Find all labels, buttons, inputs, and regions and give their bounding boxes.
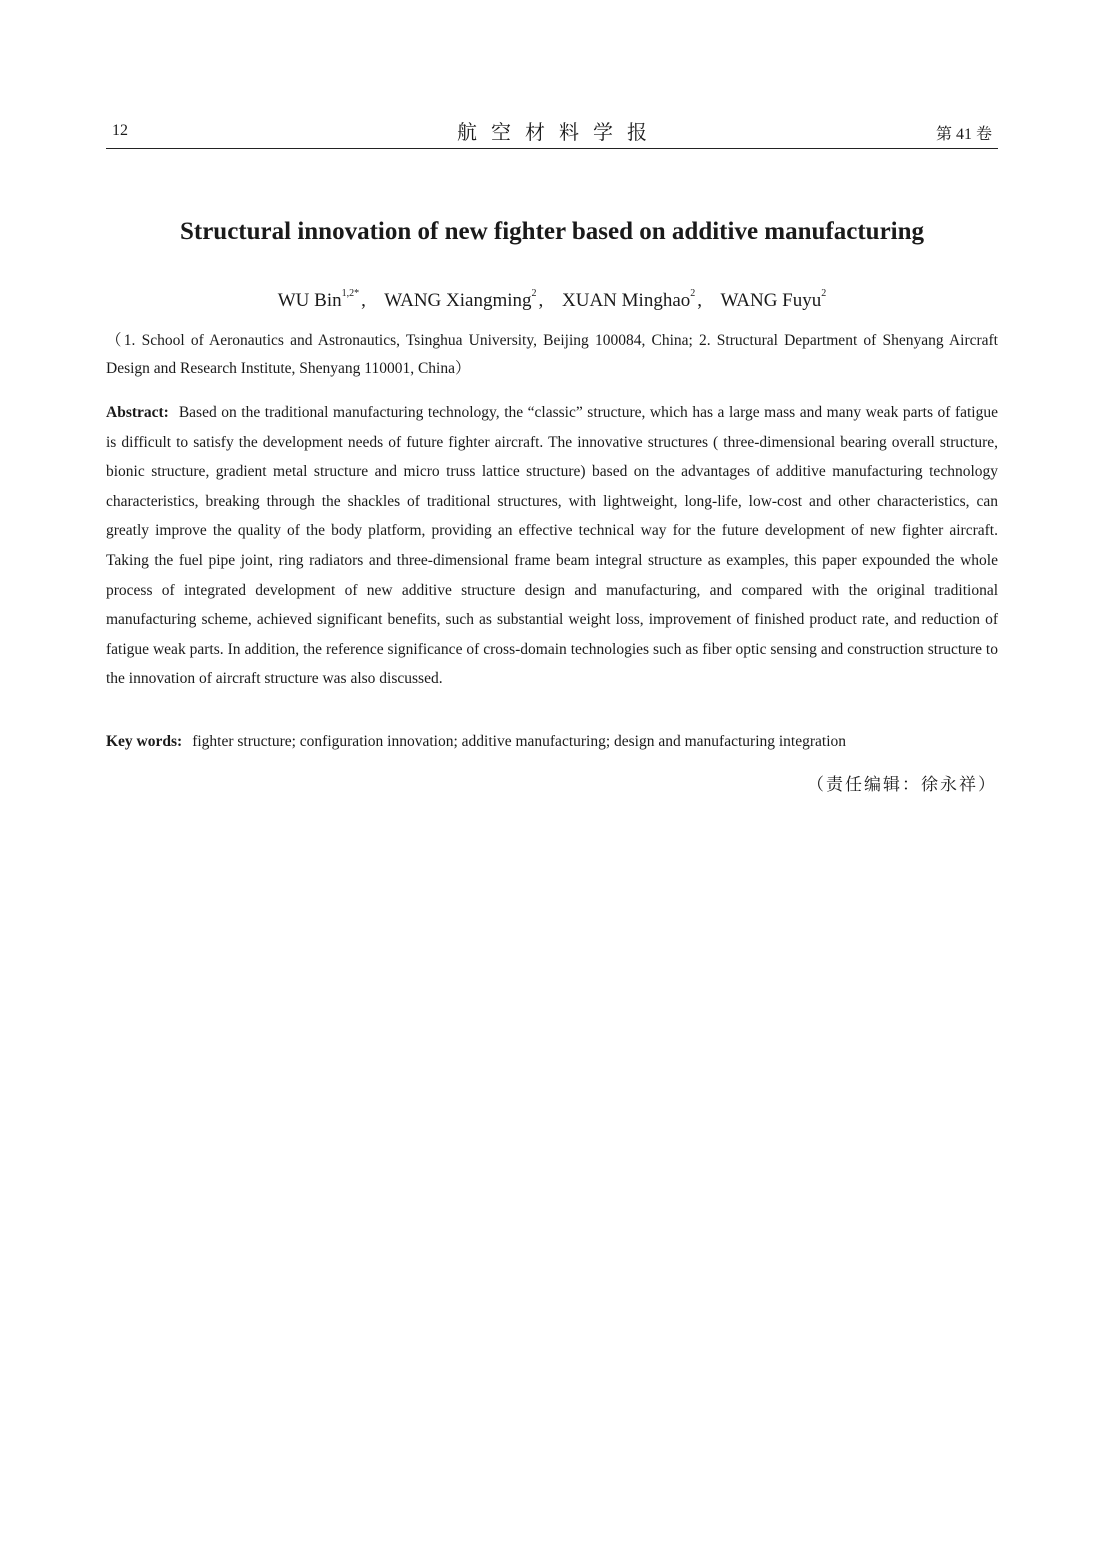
keywords-label: Key words:: [106, 733, 183, 750]
author-affiliation-mark: 2: [690, 288, 696, 299]
page-number: 12: [112, 122, 128, 139]
keywords-block: [106, 728, 998, 756]
volume-label: 第 41 卷: [935, 126, 992, 143]
author-name: WANG Fuyu: [720, 290, 822, 311]
affiliation-block: （1. School of Aeronautics and Astronautics, Tsinghua University, Beijing 100084, China; 2. Structural Department of Shenyang Aircraft Design and Research Institute, Shenyang 110001, China）: [106, 332, 998, 377]
author-affiliation-mark: 2: [821, 288, 827, 299]
journal-name: 航空材料学报: [457, 122, 661, 144]
abstract-text: Based on the traditional manufacturing technology, the “classic” structure, which has a large mass and many weak parts of fatigue is difficult to satisfy the development needs of future fighter aircraft. The innovative structures ( three-dimensional bearing overall structure, bionic structure, gradient metal structure and micro truss lattice structure) based on the advantages of additive manufacturing technology characteristics, breaking through the shackles of traditional structures, with lightweight, long-life, low-cost and other characteristics, can greatly improve the quality of the body platform, providing an effective technical way for the future development of new fighter aircraft. Taking the fuel pipe joint, ring radiators and three-dimensional frame beam integral structure as examples, this paper expounded the whole process of integrated development of new additive structure design and manufacturing, and compared with the original traditional manufacturing scheme, achieved significant benefits, such as substantial weight loss, improvement of finished product rate, and reduction of fatigue weak parts. In addition, the reference significance of cross-domain technologies such as fiber optic sensing and construction structure to the innovation of aircraft structure was also discussed.: [106, 404, 998, 688]
author-separator: ,: [538, 290, 544, 311]
author-affiliation-mark: 1,2*: [341, 288, 360, 299]
abstract-label: Abstract:: [106, 404, 169, 421]
editor-note: （责任编辑：徐永祥）: [807, 775, 997, 795]
paper-title: Structural innovation of new fighter based on additive manufacturing: [179, 218, 925, 245]
author-separator: ,: [697, 290, 703, 311]
author-affiliation-mark: 2: [531, 288, 537, 299]
abstract-block: [106, 398, 998, 694]
author-name: WANG Xiangming: [384, 290, 532, 311]
page-header: [106, 116, 998, 149]
author-name: WU Bin: [277, 290, 342, 311]
author-list: [106, 290, 998, 312]
keywords-text: fighter structure; configuration innovation; additive manufacturing; design and manufacturing integration: [192, 733, 847, 750]
author-separator: ,: [361, 290, 366, 311]
author-name: XUAN Minghao: [562, 290, 691, 311]
